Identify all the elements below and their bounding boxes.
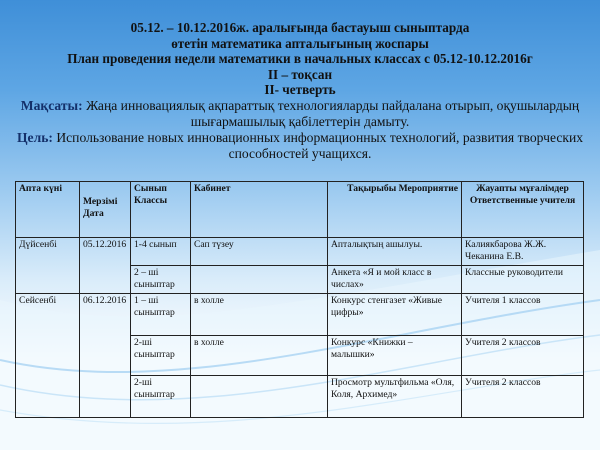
goal-ru-label: Цель: [16,129,53,145]
cell-resp: Калиякбарова Ж.Ж. Чеканина Е.В. [462,238,584,266]
header-class: Сынып Классы [131,182,191,238]
cell-topic: Конкурс стенгазет «Живые цифры» [328,294,462,336]
goal-ru-text: Использование новых инновационных информационных технологий, развития творческих способностей учащихся. [52,129,584,161]
cell-class: 1 – ші сыныптар [131,294,191,336]
header-topic: Тақырыбы Мероприятие [328,182,462,238]
title-line-3: План проведения недели математики в начальных классах с 05.12-10.12.2016г [67,51,533,66]
cell-room [191,266,328,294]
cell-topic: Анкета «Я и мой класс в числах» [328,266,462,294]
cell-resp: Классные руководители [462,266,584,294]
cell-date: 05.12.2016 [80,238,131,294]
cell-class: 2-ші сыныптар [131,376,191,418]
goal-kz-label: Мақсаты: [20,97,83,113]
cell-topic: Конкурс «Книжки – малышки» [328,336,462,376]
cell-class: 2-ші сыныптар [131,336,191,376]
cell-topic: Просмотр мультфильма «Оля, Коля, Архимед» [328,376,462,418]
title-line-2: өтетін математика апталығының жоспары [171,35,429,51]
title-line-1: 05.12. – 10.12.2016ж. аралығында бастауыш сыныптарда [130,20,470,35]
cell-room: в холле [191,336,328,376]
cell-room [191,376,328,418]
cell-room: в холле [191,294,328,336]
goal-kz-text: Жаңа инновациялық ақпараттық технологияларды пайдалана отырып, оқушылардың шығармашылық қабілеттерін дамыту. [82,97,580,129]
schedule-table [15,181,584,418]
cell-resp: Учителя 2 классов [462,376,584,418]
header-resp: Жауапты мұғалімдер Ответственные учителя [462,182,584,238]
header-day: Апта күні [16,182,80,238]
cell-topic: Апталықтың ашылуы. [328,238,462,266]
header-date: Мерзімі Дата [80,182,131,238]
table-row [16,238,584,266]
slide-header [14,20,586,162]
cell-date: 06.12.2016 [80,294,131,418]
goal-ru [14,130,586,162]
cell-class: 2 – ші сыныптар [131,266,191,294]
cell-resp: Учителя 2 классов [462,336,584,376]
table-row [16,294,584,336]
cell-class: 1-4 сынып [131,238,191,266]
header-room: Кабинет [191,182,328,238]
cell-resp: Учителя 1 классов [462,294,584,336]
goal-kz [14,98,586,130]
cell-room: Сап түзеу [191,238,328,266]
quarter-kz: II – тоқсан [267,66,333,82]
cell-day: Дүйсенбі [16,238,80,294]
table-header-row [16,182,584,238]
quarter-ru: II- четверть [264,82,336,97]
cell-day: Сейсенбі [16,294,80,418]
